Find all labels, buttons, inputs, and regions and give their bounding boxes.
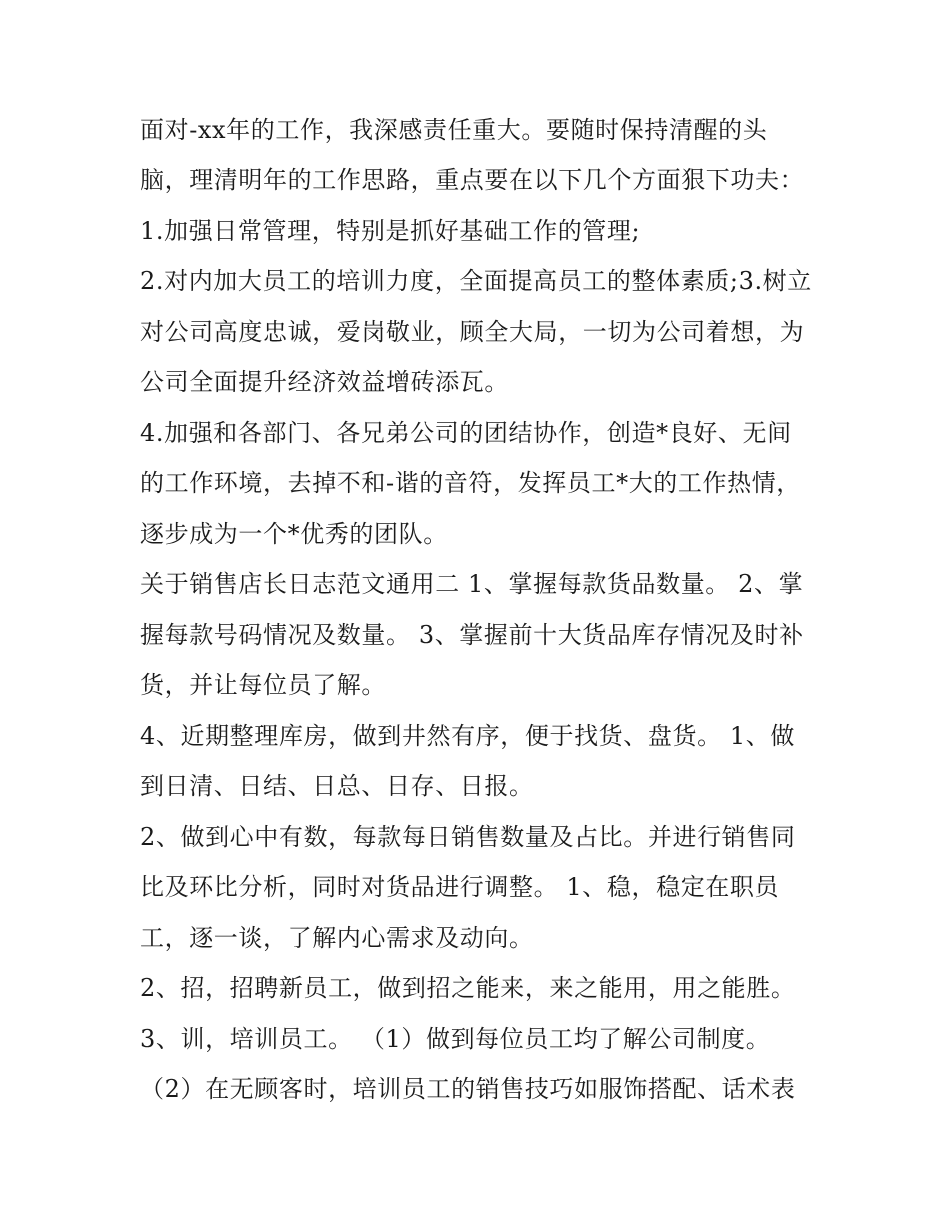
text-line: （2）在无顾客时，培训员工的销售技巧如服饰搭配、话术表 bbox=[140, 1075, 796, 1103]
text-line: 握每款号码情况及数量。 3、掌握前十大货品库存情况及时补 bbox=[140, 621, 804, 649]
text-line: 的工作环境，去掉不和-谐的音符，发挥员工*大的工作热情， bbox=[140, 469, 801, 497]
text-line: 货，并让每位员了解。 bbox=[140, 671, 386, 699]
text-line: 逐步成为一个*优秀的团队。 bbox=[140, 520, 448, 548]
text-line: 2、做到心中有数，每款每日销售数量及占比。并进行销售同 bbox=[140, 823, 796, 851]
text-line: 4、近期整理库房，做到井然有序，便于找货、盘货。 1、做 bbox=[140, 722, 795, 750]
text-line: 比及环比分析，同时对货品进行调整。 1、稳，稳定在职员 bbox=[140, 873, 780, 901]
text-line: 到日清、日结、日总、日存、日报。 bbox=[140, 772, 534, 800]
text-line: 4.加强和各部门、各兄弟公司的团结协作，创造*良好、无间 bbox=[140, 419, 792, 447]
text-line: 公司全面提升经济效益增砖添瓦。 bbox=[140, 368, 509, 396]
text-line: 2.对内加大员工的培训力度，全面提高员工的整体素质;3.树立 bbox=[140, 267, 812, 295]
text-line: 1.加强日常管理，特别是抓好基础工作的管理; bbox=[140, 217, 641, 245]
text-line: 关于销售店长日志范文通用二 1、掌握每款货品数量。 2、掌 bbox=[140, 570, 804, 598]
text-line: 对公司高度忠诚，爱岗敬业，顾全大局，一切为公司着想，为 bbox=[140, 318, 805, 346]
text-line: 3、训，培训员工。 （1）做到每位员工均了解公司制度。 bbox=[140, 1025, 771, 1053]
text-line: 工，逐一谈，了解内心需求及动向。 bbox=[140, 924, 534, 952]
text-line: 2、招，招聘新员工，做到招之能来，来之能用，用之能胜。 bbox=[140, 974, 796, 1002]
text-line: 脑，理清明年的工作思路，重点要在以下几个方面狠下功夫： bbox=[140, 166, 805, 194]
text-line: 面对-xx年的工作，我深感责任重大。要随时保持清醒的头 bbox=[140, 116, 768, 144]
